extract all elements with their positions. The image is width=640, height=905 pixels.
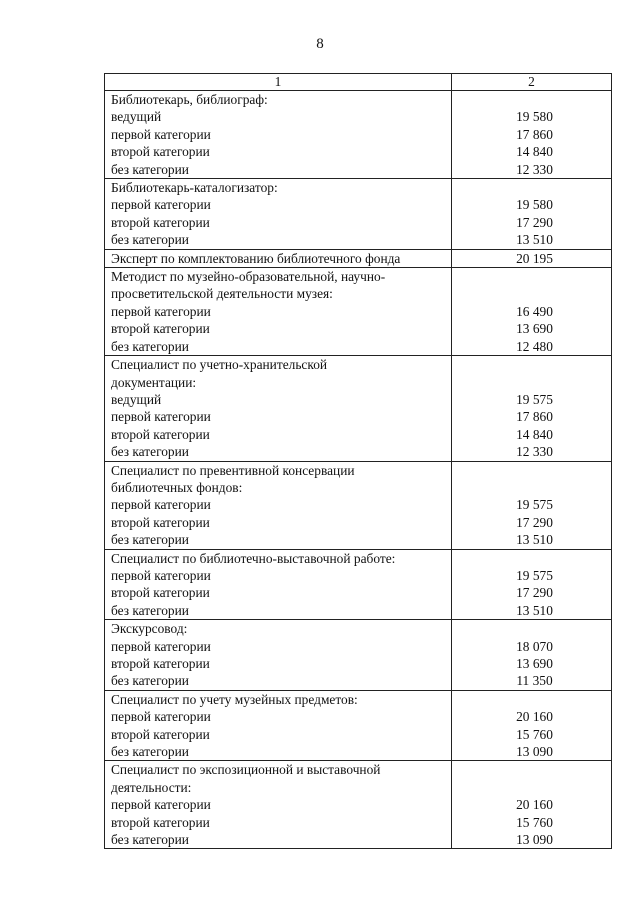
salary-value: 13 090: [516, 832, 553, 848]
category-label: второй категории: [111, 656, 210, 671]
category-label: первой категории: [111, 409, 211, 425]
category-label: второй категории: [111, 585, 210, 601]
value-spacer: [458, 550, 611, 567]
table-body: [105, 91, 612, 849]
position-cell: [105, 249, 452, 267]
category-label: первой категории: [111, 497, 211, 513]
table-row: [105, 690, 612, 761]
category-label: второй категории: [111, 814, 210, 830]
table-row: [105, 91, 612, 179]
table-row: [105, 179, 612, 250]
position-title: Экскурсовод:: [111, 621, 188, 637]
category-label: первой категории: [111, 709, 211, 725]
position-cell: [105, 461, 452, 549]
category-label: без категории: [111, 232, 189, 248]
category-label: первой категории: [111, 126, 211, 142]
position-cell: [105, 356, 452, 461]
salary-cell: [452, 356, 612, 461]
salary-cell: [452, 549, 612, 620]
page-number: 8: [316, 36, 324, 52]
salary-value: 18 070: [516, 638, 553, 654]
salary-table: [104, 73, 612, 849]
value-spacer: [458, 268, 611, 285]
position-title: Методист по музейно-образовательной, научно-: [111, 269, 386, 285]
table-row: [105, 356, 612, 461]
value-spacer: [458, 479, 611, 496]
category-label: без категории: [111, 444, 189, 460]
salary-value: 12 330: [516, 161, 553, 177]
table-row: [105, 249, 612, 267]
position-title: библиотечных фондов:: [111, 479, 243, 495]
salary-value: 11 350: [516, 673, 553, 689]
salary-value: 17 290: [516, 514, 553, 530]
salary-value: 17 860: [516, 126, 553, 142]
salary-value: 20 160: [516, 709, 553, 725]
category-label: первой категории: [111, 567, 211, 583]
salary-value: 13 690: [516, 321, 553, 337]
salary-cell: [452, 620, 612, 691]
position-title: Специалист по экспозиционной и выставочной: [111, 762, 381, 778]
salary-value: 20 160: [516, 797, 553, 813]
salary-value: 19 575: [516, 567, 553, 583]
category-label: первой категории: [111, 197, 211, 213]
salary-value: 15 760: [516, 814, 553, 830]
value-spacer: [458, 620, 611, 637]
category-label: без категории: [111, 602, 189, 618]
category-label: второй категории: [111, 726, 210, 742]
salary-value: 16 490: [516, 303, 553, 319]
value-spacer: [458, 91, 611, 108]
salary-value: 13 690: [516, 656, 553, 671]
position-cell: [105, 268, 452, 356]
category-label: Эксперт по комплектованию библиотечного фонда: [111, 250, 401, 266]
table-row: [105, 549, 612, 620]
salary-value: 12 480: [516, 338, 553, 354]
salary-cell: [452, 91, 612, 179]
value-spacer: [458, 691, 611, 708]
salary-value: 14 840: [516, 144, 553, 160]
category-label: первой категории: [111, 797, 211, 813]
category-label: ведущий: [111, 391, 162, 407]
salary-value: 19 580: [516, 109, 553, 125]
table-row: [105, 268, 612, 356]
category-label: без категории: [111, 832, 189, 848]
category-label: второй категории: [111, 144, 210, 160]
category-label: второй категории: [111, 321, 210, 337]
position-title: Специалист по превентивной консервации: [111, 462, 355, 478]
table-row: [105, 761, 612, 849]
salary-value: 19 580: [516, 197, 553, 213]
category-label: без категории: [111, 161, 189, 177]
position-title: Библиотекарь, библиограф:: [111, 92, 268, 107]
value-spacer: [458, 374, 611, 391]
category-label: без категории: [111, 532, 189, 548]
salary-value: 20 195: [516, 250, 553, 266]
position-cell: [105, 620, 452, 691]
position-title: просветительской деятельности музея:: [111, 286, 333, 302]
position-title: деятельности:: [111, 779, 192, 795]
value-spacer: [458, 779, 611, 796]
category-label: второй категории: [111, 514, 210, 530]
position-title: Библиотекарь-каталогизатор:: [111, 180, 278, 196]
column-header-1: 1: [105, 74, 452, 91]
salary-cell: [452, 461, 612, 549]
category-label: без категории: [111, 744, 189, 760]
position-title: Специалист по учету музейных предметов:: [111, 691, 358, 707]
salary-cell: [452, 179, 612, 250]
value-spacer: [458, 179, 611, 196]
salary-cell: [452, 268, 612, 356]
salary-value: 13 510: [516, 232, 553, 248]
salary-value: 17 290: [516, 585, 553, 601]
position-title: Специалист по учетно-хранительской: [111, 357, 328, 373]
position-cell: [105, 690, 452, 761]
salary-value: 17 860: [516, 409, 553, 425]
salary-value: 13 510: [516, 532, 553, 548]
column-header-2: 2: [452, 74, 612, 91]
value-spacer: [458, 761, 611, 778]
salary-value: 12 330: [516, 444, 553, 460]
position-cell: [105, 91, 452, 179]
salary-cell: [452, 761, 612, 849]
table-row: [105, 461, 612, 549]
salary-value: 13 090: [516, 744, 553, 760]
value-spacer: [458, 462, 611, 479]
salary-value: 15 760: [516, 726, 553, 742]
table-row: [105, 620, 612, 691]
category-label: ведущий: [111, 109, 162, 125]
value-spacer: [458, 285, 611, 302]
category-label: второй категории: [111, 214, 210, 230]
position-title: Специалист по библиотечно-выставочной работе:: [111, 550, 396, 566]
position-title: документации:: [111, 374, 197, 390]
category-label: первой категории: [111, 303, 211, 319]
table-header-row: [105, 74, 612, 91]
salary-value: 19 575: [516, 391, 553, 407]
salary-cell: [452, 249, 612, 267]
position-cell: [105, 179, 452, 250]
value-spacer: [458, 356, 611, 373]
salary-cell: [452, 690, 612, 761]
category-label: без категории: [111, 338, 189, 354]
category-label: второй категории: [111, 426, 210, 442]
salary-value: 13 510: [516, 602, 553, 618]
position-cell: [105, 761, 452, 849]
category-label: первой категории: [111, 638, 211, 654]
salary-value: 17 290: [516, 214, 553, 230]
salary-value: 14 840: [516, 426, 553, 442]
salary-value: 19 575: [516, 497, 553, 513]
category-label: без категории: [111, 673, 189, 689]
position-cell: [105, 549, 452, 620]
